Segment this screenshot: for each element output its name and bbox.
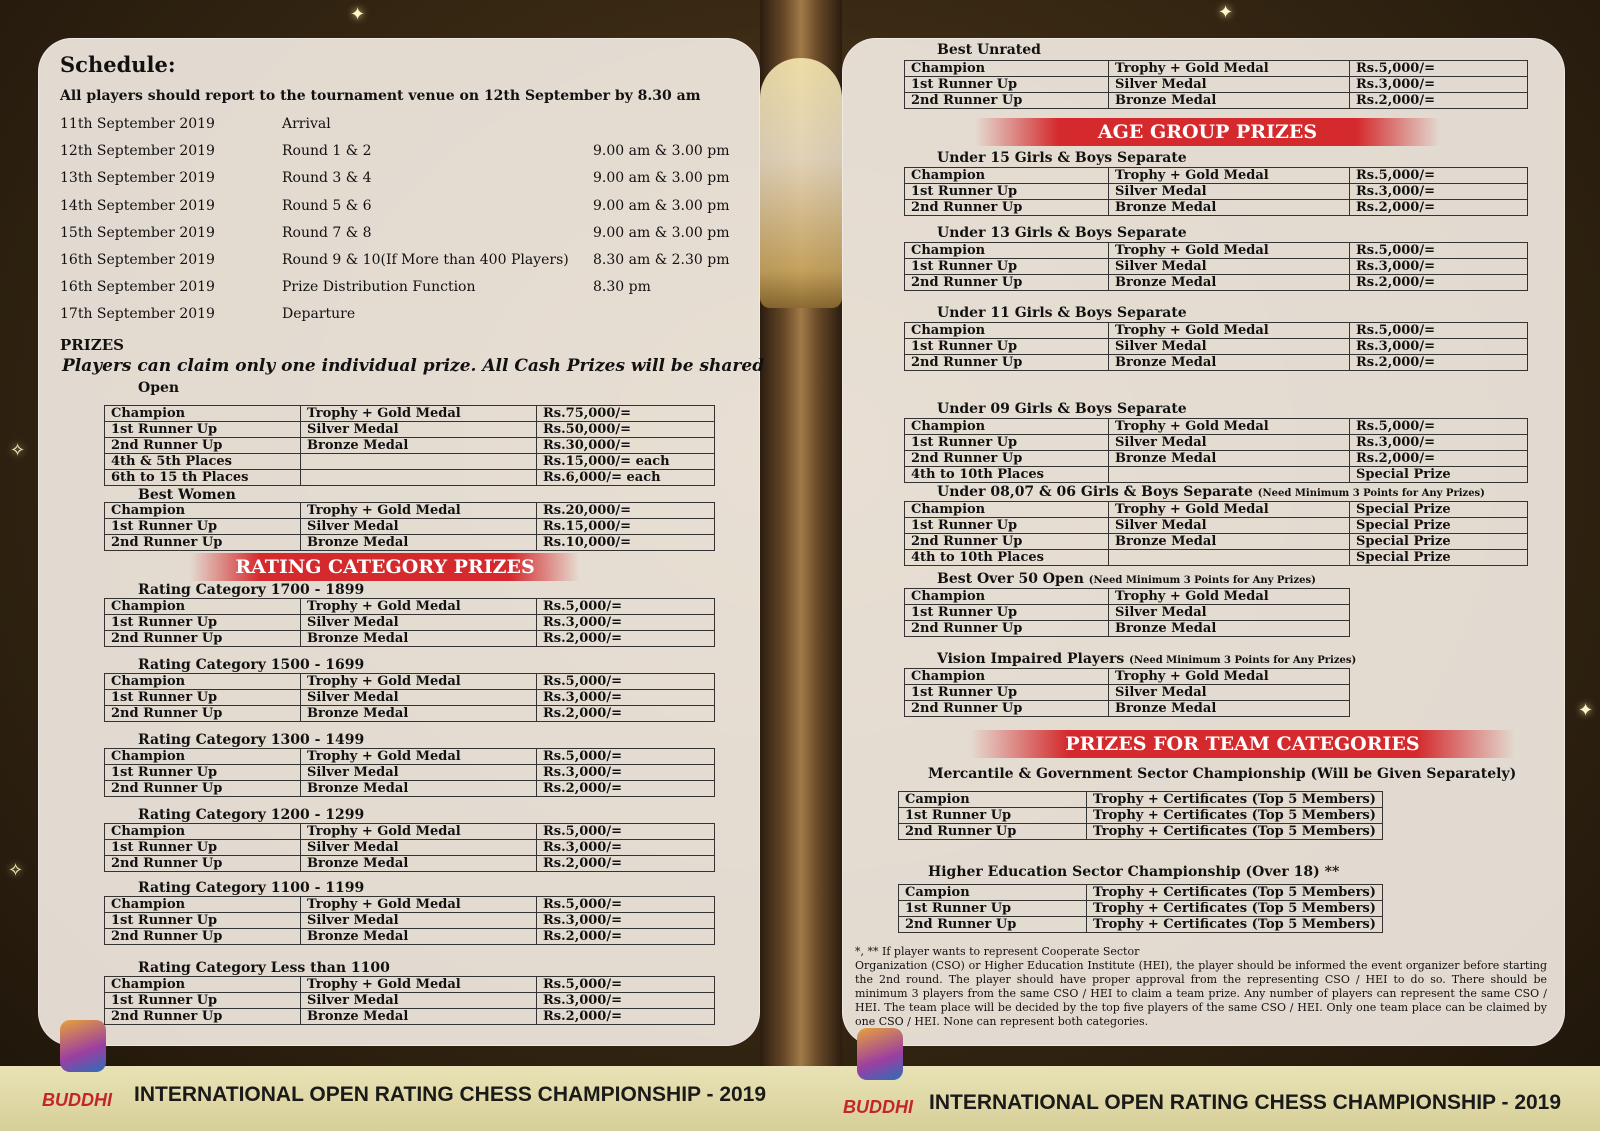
table-cell: Trophy + Gold Medal <box>301 897 537 913</box>
table-cell: 2nd Runner Up <box>905 534 1109 550</box>
table-row <box>905 259 1528 275</box>
table-cell: Trophy + Gold Medal <box>301 503 537 519</box>
table-cell: Champion <box>905 502 1109 518</box>
table-cell: Rs.2,000/= <box>1350 451 1528 467</box>
table-row <box>105 503 715 519</box>
table-cell: Trophy + Gold Medal <box>1109 168 1350 184</box>
under08-label: Under 08,07 & 06 Girls & Boys Separate (Need Minimum 3 Points for Any Prizes) <box>937 484 1485 500</box>
rating-category-label: Rating Category 1300 - 1499 <box>138 732 365 748</box>
table-cell: 1st Runner Up <box>105 765 301 781</box>
table-cell: Rs.5,000/= <box>1350 323 1528 339</box>
prizes-note: Players can claim only one individual prize. All Cash Prizes will be shared <box>62 356 765 376</box>
over50-table <box>904 588 1350 637</box>
table-row <box>105 438 715 454</box>
table-row <box>905 621 1350 637</box>
table-cell: Trophy + Gold Medal <box>301 749 537 765</box>
table-cell: Rs.3,000/= <box>537 913 715 929</box>
table-cell <box>1109 467 1350 483</box>
table-cell: Rs.5,000/= <box>537 749 715 765</box>
table-cell: Rs.2,000/= <box>1350 200 1528 216</box>
schedule-heading: Schedule: <box>60 52 176 77</box>
table-cell: Champion <box>105 749 301 765</box>
rating-category-table <box>104 673 715 722</box>
table-row <box>905 61 1528 77</box>
table-cell: 6th to 15 th Places <box>105 470 301 486</box>
table-cell: Champion <box>105 977 301 993</box>
best-women-table <box>104 502 715 551</box>
table-cell: Rs.2,000/= <box>1350 275 1528 291</box>
table-cell: 2nd Runner Up <box>105 631 301 647</box>
table-row <box>905 518 1528 534</box>
logo-text: BUDDHI <box>42 1090 112 1110</box>
table-cell: Rs.5,000/= <box>1350 419 1528 435</box>
table-cell: 1st Runner Up <box>105 993 301 1009</box>
crown-image <box>760 58 842 308</box>
table-cell: 1st Runner Up <box>105 615 301 631</box>
table-cell: Rs.3,000/= <box>537 615 715 631</box>
table-cell: Champion <box>905 669 1109 685</box>
table-cell: Bronze Medal <box>1109 621 1350 637</box>
table-row <box>905 701 1350 717</box>
table-cell: Rs.6,000/= each <box>537 470 715 486</box>
table-cell: 1st Runner Up <box>905 605 1109 621</box>
table-cell: Champion <box>105 897 301 913</box>
table-cell: 2nd Runner Up <box>905 701 1109 717</box>
table-row <box>899 808 1383 824</box>
table-cell: 1st Runner Up <box>105 840 301 856</box>
table-cell: 4th & 5th Places <box>105 454 301 470</box>
schedule-event: Round 7 & 8 <box>282 224 372 241</box>
table-cell: Silver Medal <box>301 690 537 706</box>
schedule-event: Round 1 & 2 <box>282 143 372 160</box>
table-cell: Trophy + Certificates (Top 5 Members) <box>1087 808 1383 824</box>
table-cell: 2nd Runner Up <box>905 200 1109 216</box>
table-cell: Rs.15,000/= <box>537 519 715 535</box>
schedule-time: 8.30 am & 2.30 pm <box>593 252 730 268</box>
over50-label: Best Over 50 Open (Need Minimum 3 Points for Any Prizes) <box>937 571 1316 587</box>
table-cell: Rs.2,000/= <box>537 856 715 872</box>
table-cell: Bronze Medal <box>1109 275 1350 291</box>
schedule-time: 9.00 am & 3.00 pm <box>593 224 730 241</box>
table-cell: Special Prize <box>1350 550 1528 566</box>
table-row <box>905 243 1528 259</box>
age-group-table <box>904 167 1528 216</box>
table-cell: Rs.3,000/= <box>1350 435 1528 451</box>
table-row <box>105 615 715 631</box>
report-note: All players should report to the tournament venue on 12th September by 8.30 am <box>60 88 701 104</box>
rating-category-label: Rating Category 1500 - 1699 <box>138 657 365 673</box>
table-cell: Champion <box>105 599 301 615</box>
logo-badge-icon <box>60 1020 106 1072</box>
table-cell: Silver Medal <box>1109 685 1350 701</box>
table-cell: Trophy + Certificates (Top 5 Members) <box>1087 917 1383 933</box>
table-cell: 2nd Runner Up <box>905 451 1109 467</box>
table-cell: 1st Runner Up <box>905 685 1109 701</box>
table-row <box>105 913 715 929</box>
table-cell: Rs.5,000/= <box>537 599 715 615</box>
table-cell: Trophy + Gold Medal <box>1109 323 1350 339</box>
table-row <box>899 901 1383 917</box>
table-row <box>905 685 1350 701</box>
table-cell: Trophy + Gold Medal <box>1109 243 1350 259</box>
table-cell: Bronze Medal <box>1109 534 1350 550</box>
table-cell: Rs.2,000/= <box>1350 93 1528 109</box>
age-group-label: Under 11 Girls & Boys Separate <box>937 305 1187 321</box>
table-cell: Trophy + Gold Medal <box>301 824 537 840</box>
best-women-label: Best Women <box>138 487 236 503</box>
table-cell: Bronze Medal <box>301 1009 537 1025</box>
schedule-event: Round 3 & 4 <box>282 170 372 187</box>
table-cell: 2nd Runner Up <box>905 355 1109 371</box>
mercantile-label: Mercantile & Government Sector Championship (Will be Given Separately) <box>928 766 1517 782</box>
table-cell: Bronze Medal <box>1109 200 1350 216</box>
table-row <box>905 502 1528 518</box>
table-row <box>905 605 1350 621</box>
table-row <box>905 669 1350 685</box>
rating-banner: RATING CATEGORY PRIZES <box>190 553 580 581</box>
table-row <box>899 792 1383 808</box>
schedule-time: 9.00 am & 3.00 pm <box>593 170 730 187</box>
table-cell: Rs.3,000/= <box>537 765 715 781</box>
table-row <box>105 993 715 1009</box>
schedule-time: 9.00 am & 3.00 pm <box>593 197 730 214</box>
schedule-event: Arrival <box>282 116 331 132</box>
table-cell: Silver Medal <box>301 422 537 438</box>
table-cell: Champion <box>105 503 301 519</box>
table-cell: 1st Runner Up <box>905 435 1109 451</box>
table-cell: Trophy + Gold Medal <box>1109 502 1350 518</box>
logo-badge-icon <box>857 1028 903 1080</box>
schedule-time: 9.00 am & 3.00 pm <box>593 143 730 160</box>
table-cell: Rs.3,000/= <box>1350 339 1528 355</box>
table-row <box>905 323 1528 339</box>
open-label: Open <box>138 380 180 396</box>
table-cell: Trophy + Certificates (Top 5 Members) <box>1087 792 1383 808</box>
table-cell: Special Prize <box>1350 518 1528 534</box>
table-row <box>899 824 1383 840</box>
table-row <box>905 419 1528 435</box>
age-group-label: Under 15 Girls & Boys Separate <box>937 150 1187 166</box>
rating-category-table <box>104 748 715 797</box>
table-cell: Silver Medal <box>1109 435 1350 451</box>
vision-table <box>904 668 1350 717</box>
table-cell: Champion <box>905 61 1109 77</box>
table-row <box>905 184 1528 200</box>
table-cell: Bronze Medal <box>1109 355 1350 371</box>
table-cell: 1st Runner Up <box>105 913 301 929</box>
table-cell: Silver Medal <box>301 993 537 1009</box>
table-cell: 2nd Runner Up <box>105 1009 301 1025</box>
table-cell: Rs.5,000/= <box>537 674 715 690</box>
table-row <box>105 470 715 486</box>
table-row <box>105 706 715 722</box>
table-cell: 1st Runner Up <box>905 518 1109 534</box>
table-cell: Rs.10,000/= <box>537 535 715 551</box>
footer-title: INTERNATIONAL OPEN RATING CHESS CHAMPIONSHIP - 2019 <box>929 1091 1562 1114</box>
table-cell: 1st Runner Up <box>899 808 1087 824</box>
table-cell: Silver Medal <box>301 519 537 535</box>
rating-category-label: Rating Category 1700 - 1899 <box>138 582 365 598</box>
table-row <box>105 929 715 945</box>
table-cell: Trophy + Gold Medal <box>301 674 537 690</box>
schedule-date: 16th September 2019 <box>60 279 215 296</box>
table-cell: Rs.5,000/= <box>537 897 715 913</box>
rating-category-label: Rating Category 1200 - 1299 <box>138 807 365 823</box>
table-cell: Rs.5,000/= <box>1350 168 1528 184</box>
table-cell: Rs.2,000/= <box>537 781 715 797</box>
table-cell: Silver Medal <box>301 913 537 929</box>
table-row <box>899 885 1383 901</box>
table-row <box>905 275 1528 291</box>
table-cell: Trophy + Gold Medal <box>1109 61 1350 77</box>
table-cell: Trophy + Certificates (Top 5 Members) <box>1087 824 1383 840</box>
under09-table <box>904 418 1528 483</box>
schedule-event: Round 5 & 6 <box>282 197 372 214</box>
table-cell: Special Prize <box>1350 534 1528 550</box>
table-row <box>105 749 715 765</box>
table-cell: Trophy + Gold Medal <box>1109 669 1350 685</box>
table-cell: 1st Runner Up <box>905 77 1109 93</box>
rating-category-label: Rating Category Less than 1100 <box>138 960 390 976</box>
table-cell: 2nd Runner Up <box>105 781 301 797</box>
table-cell: Bronze Medal <box>1109 451 1350 467</box>
age-group-label: Under 13 Girls & Boys Separate <box>937 225 1187 241</box>
table-cell <box>301 470 537 486</box>
table-cell: Rs.75,000/= <box>537 406 715 422</box>
table-cell: 2nd Runner Up <box>899 917 1087 933</box>
table-row <box>105 535 715 551</box>
table-cell <box>301 454 537 470</box>
table-cell: Silver Medal <box>301 765 537 781</box>
team-banner: PRIZES FOR TEAM CATEGORIES <box>970 730 1515 758</box>
rating-category-table <box>104 598 715 647</box>
rating-category-table <box>104 896 715 945</box>
table-cell: Bronze Medal <box>301 535 537 551</box>
table-cell: Silver Medal <box>1109 605 1350 621</box>
table-cell: Champion <box>905 323 1109 339</box>
table-cell: 2nd Runner Up <box>105 438 301 454</box>
table-row <box>105 599 715 615</box>
table-row <box>105 781 715 797</box>
table-row <box>105 406 715 422</box>
table-cell: Trophy + Gold Medal <box>301 406 537 422</box>
table-cell: 1st Runner Up <box>899 901 1087 917</box>
table-cell: 4th to 10th Places <box>905 467 1109 483</box>
table-cell: Champion <box>905 168 1109 184</box>
table-cell: 2nd Runner Up <box>105 706 301 722</box>
table-cell: Rs.30,000/= <box>537 438 715 454</box>
table-row <box>905 451 1528 467</box>
table-cell: 1st Runner Up <box>105 519 301 535</box>
table-cell: Campion <box>899 792 1087 808</box>
schedule-date: 11th September 2019 <box>60 116 215 132</box>
table-cell: 1st Runner Up <box>105 690 301 706</box>
table-row <box>105 824 715 840</box>
logo-text: BUDDHI <box>843 1097 913 1117</box>
table-row <box>105 1009 715 1025</box>
schedule-date: 13th September 2019 <box>60 170 215 187</box>
sparkle-icon: ✧ <box>10 440 26 461</box>
table-cell: 1st Runner Up <box>105 422 301 438</box>
table-cell: Trophy + Gold Medal <box>1109 419 1350 435</box>
table-cell: Rs.3,000/= <box>1350 259 1528 275</box>
table-cell: Rs.5,000/= <box>1350 61 1528 77</box>
table-cell: Champion <box>105 406 301 422</box>
table-cell: Champion <box>905 419 1109 435</box>
table-row <box>105 519 715 535</box>
schedule-event: Round 9 & 10(If More than 400 Players) <box>282 252 569 268</box>
higher-ed-table <box>898 884 1383 933</box>
table-cell: Rs.20,000/= <box>537 503 715 519</box>
sparkle-icon: ✧ <box>8 860 24 881</box>
table-cell: Rs.2,000/= <box>537 1009 715 1025</box>
table-cell: Rs.2,000/= <box>537 929 715 945</box>
table-cell: Campion <box>899 885 1087 901</box>
open-prize-table <box>104 405 715 486</box>
table-cell: Special Prize <box>1350 502 1528 518</box>
table-cell: 2nd Runner Up <box>905 275 1109 291</box>
table-cell: Champion <box>105 824 301 840</box>
table-row <box>905 435 1528 451</box>
table-row <box>905 534 1528 550</box>
table-cell: Bronze Medal <box>301 631 537 647</box>
table-row <box>905 200 1528 216</box>
table-cell: Bronze Medal <box>1109 93 1350 109</box>
table-cell: Bronze Medal <box>301 438 537 454</box>
best-unrated-label: Best Unrated <box>937 42 1041 58</box>
table-cell: Silver Medal <box>301 840 537 856</box>
table-cell: Bronze Medal <box>1109 701 1350 717</box>
schedule-date: 17th September 2019 <box>60 306 215 323</box>
table-cell: 2nd Runner Up <box>905 621 1109 637</box>
table-row <box>105 454 715 470</box>
table-cell: Silver Medal <box>1109 339 1350 355</box>
schedule-date: 14th September 2019 <box>60 197 215 214</box>
table-cell: Rs.3,000/= <box>537 840 715 856</box>
mercantile-table <box>898 791 1383 840</box>
table-cell: Silver Medal <box>1109 184 1350 200</box>
under08-table <box>904 501 1528 566</box>
table-cell: Special Prize <box>1350 467 1528 483</box>
table-cell: Bronze Medal <box>301 856 537 872</box>
table-cell: Rs.3,000/= <box>537 993 715 1009</box>
table-row <box>905 550 1528 566</box>
table-row <box>105 422 715 438</box>
under09-label: Under 09 Girls & Boys Separate <box>937 401 1187 417</box>
footer-title: INTERNATIONAL OPEN RATING CHESS CHAMPIONSHIP - 2019 <box>134 1083 767 1106</box>
table-row <box>899 917 1383 933</box>
table-cell: Trophy + Certificates (Top 5 Members) <box>1087 901 1383 917</box>
sparkle-icon: ✦ <box>1578 700 1594 721</box>
schedule-date: 15th September 2019 <box>60 224 215 241</box>
age-banner: AGE GROUP PRIZES <box>975 118 1440 146</box>
table-row <box>105 977 715 993</box>
table-cell: Rs.2,000/= <box>1350 355 1528 371</box>
table-cell: 2nd Runner Up <box>899 824 1087 840</box>
rating-category-label: Rating Category 1100 - 1199 <box>138 880 365 896</box>
table-cell <box>1109 550 1350 566</box>
table-row <box>105 897 715 913</box>
table-cell: Rs.5,000/= <box>537 977 715 993</box>
table-cell: 1st Runner Up <box>905 339 1109 355</box>
table-cell: Champion <box>905 589 1109 605</box>
table-cell: 4th to 10th Places <box>905 550 1109 566</box>
table-row <box>905 168 1528 184</box>
table-row <box>905 93 1528 109</box>
table-cell: Rs.3,000/= <box>537 690 715 706</box>
table-cell: 2nd Runner Up <box>105 535 301 551</box>
table-cell: Rs.2,000/= <box>537 706 715 722</box>
table-row <box>105 765 715 781</box>
table-cell: 2nd Runner Up <box>905 93 1109 109</box>
higher-ed-label: Higher Education Sector Championship (Over 18) ** <box>928 864 1340 880</box>
table-row <box>905 77 1528 93</box>
vision-label: Vision Impaired Players (Need Minimum 3 Points for Any Prizes) <box>937 651 1357 667</box>
schedule-event: Prize Distribution Function <box>282 279 476 296</box>
table-cell: Champion <box>905 243 1109 259</box>
age-group-table <box>904 322 1528 371</box>
schedule-event: Departure <box>282 306 356 323</box>
schedule-date: 12th September 2019 <box>60 143 215 160</box>
prizes-heading: PRIZES <box>60 336 124 354</box>
table-row <box>105 856 715 872</box>
table-row <box>905 339 1528 355</box>
footnote: *, ** If player wants to represent Cooperate Sector Organization (CSO) or Higher Education Institute (HEI), the player should be informed the event organizer before starting the 2nd round. The player should have proper approval from the representing CSO / HEI to do so. There should be minimum 3 players from the same CSO / HEI to claim a team prize. Any number of players can represent the same CSO / HEI. The team place will be decided by the top five players of the same CSO / HEI. Only one team place can be claimed by one CSO / HEI. None can represent both categories. <box>855 945 1547 1028</box>
table-cell: Trophy + Gold Medal <box>301 977 537 993</box>
table-cell: Rs.50,000/= <box>537 422 715 438</box>
table-row <box>105 690 715 706</box>
table-row <box>905 467 1528 483</box>
table-cell: Silver Medal <box>1109 259 1350 275</box>
table-cell: Bronze Medal <box>301 706 537 722</box>
table-cell: 1st Runner Up <box>905 259 1109 275</box>
table-cell: Silver Medal <box>301 615 537 631</box>
table-cell: Rs.3,000/= <box>1350 77 1528 93</box>
table-cell: Bronze Medal <box>301 781 537 797</box>
rating-category-table <box>104 976 715 1025</box>
sparkle-icon: ✦ <box>1218 2 1234 23</box>
table-cell: 1st Runner Up <box>905 184 1109 200</box>
table-row <box>105 674 715 690</box>
table-cell: Bronze Medal <box>301 929 537 945</box>
table-row <box>105 840 715 856</box>
best-unrated-table <box>904 60 1528 109</box>
table-row <box>905 589 1350 605</box>
table-cell: 2nd Runner Up <box>105 929 301 945</box>
table-cell: Rs.3,000/= <box>1350 184 1528 200</box>
table-cell: Trophy + Gold Medal <box>301 599 537 615</box>
table-row <box>905 355 1528 371</box>
rating-category-table <box>104 823 715 872</box>
schedule-time: 8.30 pm <box>593 279 651 296</box>
sparkle-icon: ✦ <box>350 4 366 25</box>
age-group-table <box>904 242 1528 291</box>
table-cell: Rs.15,000/= each <box>537 454 715 470</box>
table-row <box>105 631 715 647</box>
table-cell: Rs.5,000/= <box>1350 243 1528 259</box>
table-cell: Trophy + Certificates (Top 5 Members) <box>1087 885 1383 901</box>
table-cell: Champion <box>105 674 301 690</box>
table-cell: Silver Medal <box>1109 518 1350 534</box>
table-cell: Silver Medal <box>1109 77 1350 93</box>
table-cell: Rs.5,000/= <box>537 824 715 840</box>
table-cell: 2nd Runner Up <box>105 856 301 872</box>
table-cell: Rs.2,000/= <box>537 631 715 647</box>
schedule-date: 16th September 2019 <box>60 252 215 268</box>
table-cell: Trophy + Gold Medal <box>1109 589 1350 605</box>
